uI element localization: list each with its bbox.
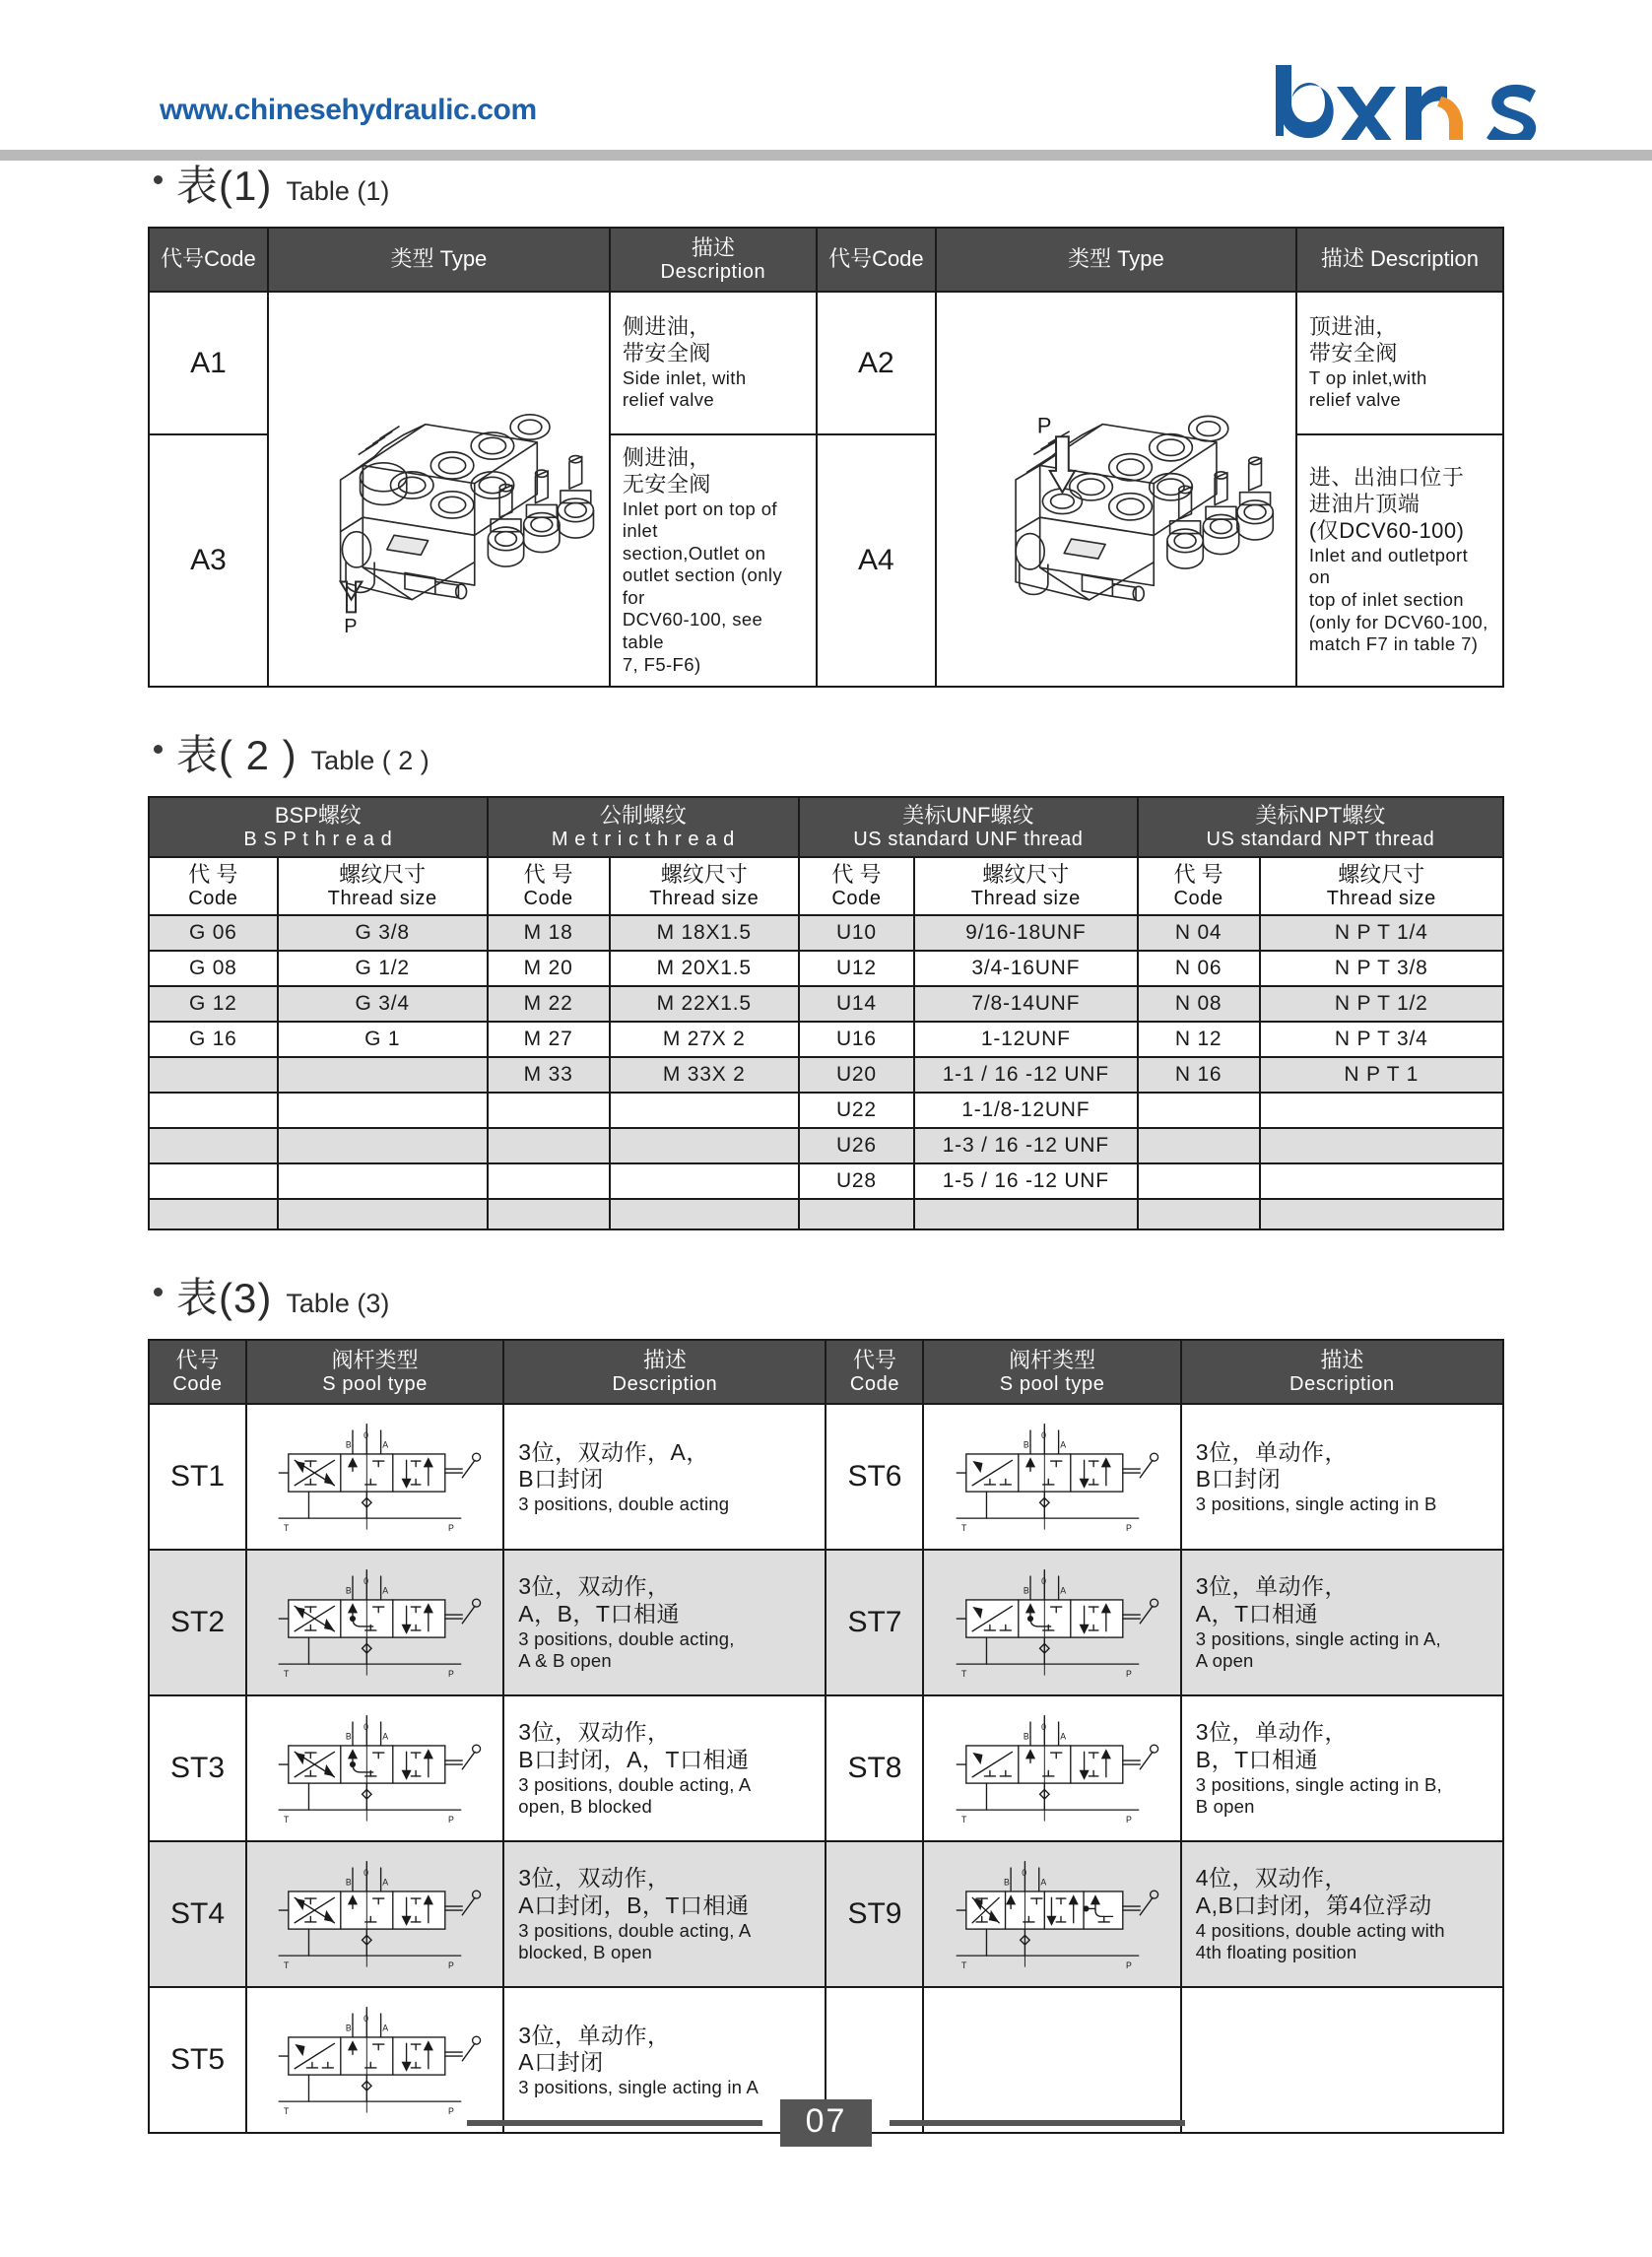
t2-cell: U14 bbox=[799, 986, 914, 1022]
t1-th-type-right: 类型 Type bbox=[936, 228, 1296, 292]
t2-cell bbox=[1138, 1093, 1260, 1128]
desc-en-line: 3 positions, double acting, A bbox=[518, 1773, 752, 1795]
symbol-label-b: B bbox=[1023, 1439, 1029, 1450]
symbol-label-p: P bbox=[448, 1669, 455, 1680]
t3-desc-right bbox=[1181, 1404, 1503, 1550]
t2-cell bbox=[278, 1057, 488, 1093]
t2-cell: 1-12UNF bbox=[914, 1022, 1138, 1057]
symbol-label-a: A bbox=[1060, 1439, 1066, 1450]
t3-code-st9: ST9 bbox=[826, 1841, 923, 1987]
section-title-en: Table (3) bbox=[286, 1289, 390, 1319]
desc-cn-line: 3位，单动作， bbox=[1195, 1719, 1349, 1746]
t1-desc-a3: 侧进油， 无安全阀 Inlet port on top of inlet section,Outlet on outlet section (only for DCV60-100, see table 7, F5-F6) bbox=[610, 434, 817, 687]
desc-cn-line: 3位，单动作， bbox=[1195, 1573, 1349, 1600]
desc-cn-line: A，T口相通 bbox=[1195, 1601, 1319, 1627]
t3-code-st7: ST7 bbox=[826, 1550, 923, 1695]
symbol-label-a: A bbox=[382, 1731, 389, 1742]
desc-cn-line: B口封闭 bbox=[518, 1466, 604, 1493]
t2-cell bbox=[149, 1093, 278, 1128]
t2-cell bbox=[149, 1199, 278, 1229]
t2-cell bbox=[488, 1199, 610, 1229]
table-row bbox=[149, 292, 1503, 434]
t2-cell: N P T 1/2 bbox=[1260, 986, 1504, 1022]
symbol-label-a: A bbox=[382, 1877, 389, 1888]
table-row bbox=[149, 1022, 1503, 1057]
table-1 bbox=[148, 227, 1504, 688]
t1-th-desc-right: 描述 Description bbox=[1296, 228, 1503, 292]
desc-en-line: 3 positions, double acting bbox=[518, 1493, 730, 1514]
symbol-label-a: A bbox=[382, 2023, 389, 2033]
section-title-cn: 表(1) bbox=[176, 163, 273, 209]
desc-en-line: open, B blocked bbox=[518, 1795, 652, 1817]
t2-cell: G 06 bbox=[149, 915, 278, 951]
t2-cell: 1-1/8-12UNF bbox=[914, 1093, 1138, 1128]
bullet-icon bbox=[154, 175, 163, 184]
desc-cn-line: 3位，双动作，A， bbox=[518, 1438, 709, 1465]
t3-spool-symbol-left bbox=[246, 1404, 503, 1550]
t1-desc-a1: 侧进油， 带安全阀 Side inlet, with relief valve bbox=[610, 292, 817, 434]
t3-desc-left bbox=[503, 1695, 826, 1841]
t2-sub-unf-size: 螺纹尺寸 Thread size bbox=[914, 857, 1138, 915]
spool-symbol-st8 bbox=[935, 1705, 1170, 1831]
t2-cell: G 12 bbox=[149, 986, 278, 1022]
t1-desc-a4: 进、出油口位于 进油片顶端 (仅DCV60-100) Inlet and outletport on top of inlet section (only for DCV60-100, match F7 in table 7) bbox=[1296, 434, 1503, 687]
t2-cell: G 16 bbox=[149, 1022, 278, 1057]
symbol-label-t: T bbox=[960, 1523, 967, 1534]
t2-cell: U10 bbox=[799, 915, 914, 951]
t2-cell: N 06 bbox=[1138, 951, 1260, 986]
t3-spool-symbol-right bbox=[923, 1404, 1180, 1550]
symbol-label-p: P bbox=[448, 2106, 455, 2117]
desc-en-line: 3 positions, single acting in A, bbox=[1195, 1627, 1441, 1649]
desc-en-line: blocked, B open bbox=[518, 1941, 652, 1962]
bxrs-logo bbox=[1268, 61, 1544, 140]
t2-cell: M 22 bbox=[488, 986, 610, 1022]
page-number: 07 bbox=[780, 2099, 873, 2147]
table-row bbox=[149, 986, 1503, 1022]
symbol-label-zero: 0 bbox=[363, 1722, 369, 1733]
t2-cell: M 22X1.5 bbox=[610, 986, 800, 1022]
t3-desc-right bbox=[1181, 1841, 1503, 1987]
desc-cn-line: A口封闭 bbox=[518, 2049, 604, 2076]
t2-cell bbox=[488, 1093, 610, 1128]
t3-code-st4: ST4 bbox=[149, 1841, 246, 1987]
t2-cell: U20 bbox=[799, 1057, 914, 1093]
t2-cell bbox=[799, 1199, 914, 1229]
t2-cell: 1-5 / 16 -12 UNF bbox=[914, 1163, 1138, 1199]
t3-th-desc-left: 描述 Description bbox=[503, 1340, 826, 1404]
desc-cn-line: B口封闭，A，T口相通 bbox=[518, 1747, 750, 1773]
valve-top-inlet-drawing bbox=[937, 347, 1295, 632]
t2-cell: N P T 1 bbox=[1260, 1057, 1504, 1093]
t2-cell: G 08 bbox=[149, 951, 278, 986]
desc-cn-line: 4位，双动作， bbox=[1195, 1865, 1349, 1892]
t3-desc-right bbox=[1181, 1550, 1503, 1695]
symbol-label-b: B bbox=[346, 1585, 353, 1596]
t2-cell: M 18X1.5 bbox=[610, 915, 800, 951]
symbol-label-zero: 0 bbox=[363, 2014, 369, 2025]
table-row bbox=[149, 1550, 1503, 1695]
desc-cn-line: A口封闭，B，T口相通 bbox=[518, 1892, 750, 1919]
symbol-label-b: B bbox=[1023, 1731, 1029, 1742]
t1-th-code-right: 代号Code bbox=[817, 228, 936, 292]
t3-desc-left bbox=[503, 1841, 826, 1987]
symbol-label-p: P bbox=[1125, 1815, 1132, 1826]
table-row bbox=[149, 1404, 1503, 1550]
t2-cell: U16 bbox=[799, 1022, 914, 1057]
symbol-label-a: A bbox=[382, 1439, 389, 1450]
section-title-en: Table (1) bbox=[286, 176, 390, 206]
t2-cell bbox=[278, 1199, 488, 1229]
t2-cell bbox=[610, 1163, 800, 1199]
desc-en-line: B open bbox=[1195, 1795, 1255, 1817]
t2-cell bbox=[1260, 1199, 1504, 1229]
t2-cell: 7/8-14UNF bbox=[914, 986, 1138, 1022]
port-label-p: P bbox=[344, 615, 358, 632]
t3-th-desc-right: 描述 Description bbox=[1181, 1340, 1503, 1404]
t2-cell bbox=[278, 1163, 488, 1199]
t2-cell: 9/16-18UNF bbox=[914, 915, 1138, 951]
t2-cell: M 33 bbox=[488, 1057, 610, 1093]
t2-sub-bsp-size: 螺纹尺寸 Thread size bbox=[278, 857, 488, 915]
t2-cell bbox=[914, 1199, 1138, 1229]
inlet-arrow-icon bbox=[341, 581, 363, 612]
t2-sub-unf-code: 代 号 Code bbox=[799, 857, 914, 915]
t1-desc-a2: 顶进油， 带安全阀 T op inlet,with relief valve bbox=[1296, 292, 1503, 434]
symbol-label-zero: 0 bbox=[1040, 1430, 1046, 1441]
symbol-label-a: A bbox=[1060, 1731, 1066, 1742]
table-row bbox=[149, 915, 1503, 951]
symbol-label-t: T bbox=[284, 1815, 290, 1826]
t2-cell: N 04 bbox=[1138, 915, 1260, 951]
table-row bbox=[149, 1057, 1503, 1093]
t1-code-a4: A4 bbox=[817, 434, 936, 687]
symbol-label-a: A bbox=[1060, 1585, 1066, 1596]
t2-cell: G 1 bbox=[278, 1022, 488, 1057]
t2-cell bbox=[1138, 1128, 1260, 1163]
symbol-label-p: P bbox=[448, 1815, 455, 1826]
t2-cell bbox=[1260, 1128, 1504, 1163]
t2-cell: M 33X 2 bbox=[610, 1057, 800, 1093]
t3-th-code-left: 代号 Code bbox=[149, 1340, 246, 1404]
t3-th-code-right: 代号 Code bbox=[826, 1340, 923, 1404]
t2-cell: 1-1 / 16 -12 UNF bbox=[914, 1057, 1138, 1093]
symbol-label-t: T bbox=[284, 1669, 290, 1680]
t2-group-npt: 美标NPT螺纹 US standard NPT thread bbox=[1138, 797, 1503, 857]
bullet-icon bbox=[154, 1288, 163, 1296]
t2-sub-bsp-code: 代 号 Code bbox=[149, 857, 278, 915]
symbol-label-p: P bbox=[1125, 1523, 1132, 1534]
desc-cn-line: B口封闭 bbox=[1195, 1466, 1282, 1493]
t3-spool-symbol-right bbox=[923, 1550, 1180, 1695]
table-2-group-header-row bbox=[149, 797, 1503, 857]
t3-spool-symbol-left bbox=[246, 1695, 503, 1841]
t3-code-st5: ST5 bbox=[149, 1987, 246, 2133]
desc-en-line: 3 positions, single acting in A bbox=[518, 2076, 760, 2097]
t1-th-desc-left: 描述 Description bbox=[610, 228, 817, 292]
t2-cell: M 20X1.5 bbox=[610, 951, 800, 986]
t2-cell bbox=[149, 1163, 278, 1199]
t2-cell bbox=[1138, 1199, 1260, 1229]
t2-cell bbox=[278, 1093, 488, 1128]
t2-cell bbox=[610, 1128, 800, 1163]
desc-cn-line: 3位，单动作， bbox=[1195, 1438, 1349, 1465]
table-2-subheader-row bbox=[149, 857, 1503, 915]
t2-cell: N P T 1/4 bbox=[1260, 915, 1504, 951]
t2-cell: G 1/2 bbox=[278, 951, 488, 986]
table-2 bbox=[148, 796, 1504, 1230]
t1-th-type-left: 类型 Type bbox=[268, 228, 610, 292]
site-url[interactable]: www.chinesehydraulic.com bbox=[160, 94, 537, 126]
desc-en-line: 3 positions, single acting in B bbox=[1195, 1493, 1437, 1514]
table-row bbox=[149, 1199, 1503, 1229]
t2-cell: N 16 bbox=[1138, 1057, 1260, 1093]
symbol-label-b: B bbox=[346, 1731, 353, 1742]
desc-en-line: 3 positions, single acting in B, bbox=[1195, 1773, 1442, 1795]
t3-spool-symbol-left bbox=[246, 1550, 503, 1695]
t2-cell bbox=[1260, 1093, 1504, 1128]
desc-cn-line: A,B口封闭，第4位浮动 bbox=[1195, 1892, 1432, 1919]
t2-group-unf: 美标UNF螺纹 US standard UNF thread bbox=[799, 797, 1138, 857]
symbol-label-zero: 0 bbox=[1022, 1868, 1026, 1879]
desc-cn-line: 3位，双动作， bbox=[518, 1719, 671, 1746]
page-header bbox=[148, 0, 1504, 126]
desc-en-line: 4 positions, double acting with bbox=[1195, 1919, 1445, 1941]
t1-th-code-left: 代号Code bbox=[149, 228, 268, 292]
desc-en-line: 4th floating position bbox=[1195, 1941, 1357, 1962]
symbol-label-b: B bbox=[1003, 1877, 1010, 1888]
section-title-table3 bbox=[148, 1266, 1504, 1325]
desc-cn-line: 3位，双动作， bbox=[518, 1865, 671, 1892]
section-title-table1 bbox=[148, 154, 1504, 213]
t2-cell bbox=[1138, 1163, 1260, 1199]
t2-cell: M 18 bbox=[488, 915, 610, 951]
t2-sub-metric-code: 代 号 Code bbox=[488, 857, 610, 915]
t3-code-st1: ST1 bbox=[149, 1404, 246, 1550]
t1-code-a2: A2 bbox=[817, 292, 936, 434]
t2-cell: M 27X 2 bbox=[610, 1022, 800, 1057]
symbol-label-a: A bbox=[1040, 1877, 1047, 1888]
header-divider bbox=[0, 150, 1652, 161]
section-title-cn: 表( 2 ) bbox=[176, 732, 297, 779]
t2-cell bbox=[149, 1057, 278, 1093]
t3-spool-symbol-right bbox=[923, 1695, 1180, 1841]
t1-valve-image-right bbox=[936, 292, 1296, 687]
desc-cn-line: 3位，双动作， bbox=[518, 1573, 671, 1600]
desc-en-line: A open bbox=[1195, 1649, 1254, 1671]
t2-cell: N P T 3/8 bbox=[1260, 951, 1504, 986]
t2-cell: N P T 3/4 bbox=[1260, 1022, 1504, 1057]
t2-cell bbox=[610, 1093, 800, 1128]
table-row bbox=[149, 1695, 1503, 1841]
spool-symbol-st9 bbox=[935, 1851, 1170, 1977]
table-row bbox=[149, 1128, 1503, 1163]
t2-sub-npt-size: 螺纹尺寸 Thread size bbox=[1260, 857, 1504, 915]
spool-symbol-st7 bbox=[935, 1560, 1170, 1686]
spool-symbol-st3 bbox=[257, 1705, 493, 1831]
t2-cell: M 27 bbox=[488, 1022, 610, 1057]
t3-th-spool-right: 阀杆类型 S pool type bbox=[923, 1340, 1180, 1404]
symbol-label-t: T bbox=[960, 1960, 967, 1971]
t2-cell bbox=[610, 1199, 800, 1229]
t2-cell bbox=[488, 1128, 610, 1163]
t3-code-st8: ST8 bbox=[826, 1695, 923, 1841]
t1-code-a1: A1 bbox=[149, 292, 268, 434]
t3-spool-symbol-left bbox=[246, 1841, 503, 1987]
t1-valve-image-left bbox=[268, 292, 610, 687]
spool-symbol-st1 bbox=[257, 1414, 493, 1540]
t3-code-st3: ST3 bbox=[149, 1695, 246, 1841]
symbol-label-b: B bbox=[1023, 1585, 1029, 1596]
t2-sub-npt-code: 代 号 Code bbox=[1138, 857, 1260, 915]
symbol-label-zero: 0 bbox=[363, 1430, 369, 1441]
section-title-en: Table ( 2 ) bbox=[310, 746, 430, 776]
symbol-label-b: B bbox=[346, 1877, 353, 1888]
t2-cell: G 3/4 bbox=[278, 986, 488, 1022]
desc-cn-line: 3位，单动作， bbox=[518, 2022, 671, 2048]
symbol-label-p: P bbox=[1125, 1669, 1132, 1680]
symbol-label-p: P bbox=[448, 1523, 455, 1534]
symbol-label-t: T bbox=[284, 1523, 290, 1534]
page-footer bbox=[0, 2099, 1652, 2147]
t3-th-spool-left: 阀杆类型 S pool type bbox=[246, 1340, 503, 1404]
symbol-label-p: P bbox=[1125, 1960, 1132, 1971]
t3-desc-left bbox=[503, 1404, 826, 1550]
symbol-label-t: T bbox=[960, 1815, 967, 1826]
table-row bbox=[149, 1163, 1503, 1199]
desc-en-line: A & B open bbox=[518, 1649, 612, 1671]
symbol-label-b: B bbox=[346, 1439, 353, 1450]
symbol-label-b: B bbox=[346, 2023, 353, 2033]
table-row bbox=[149, 1093, 1503, 1128]
symbol-label-t: T bbox=[284, 2106, 290, 2117]
table-3-header-row bbox=[149, 1340, 1503, 1404]
table-1-header-row bbox=[149, 228, 1503, 292]
t1-code-a3: A3 bbox=[149, 434, 268, 687]
t2-cell: U22 bbox=[799, 1093, 914, 1128]
t3-code-st6: ST6 bbox=[826, 1404, 923, 1550]
t3-desc-left bbox=[503, 1550, 826, 1695]
desc-en-line: 3 positions, double acting, bbox=[518, 1627, 735, 1649]
t3-code-st2: ST2 bbox=[149, 1550, 246, 1695]
table-row bbox=[149, 1841, 1503, 1987]
section-title-cn: 表(3) bbox=[176, 1275, 273, 1322]
t2-cell: U12 bbox=[799, 951, 914, 986]
spool-symbol-st4 bbox=[257, 1851, 493, 1977]
valve-side-inlet-drawing bbox=[269, 347, 609, 632]
spool-symbol-st6 bbox=[935, 1414, 1170, 1540]
symbol-label-zero: 0 bbox=[363, 1868, 369, 1879]
port-label-p-top: P bbox=[1036, 413, 1052, 438]
footer-line-right bbox=[890, 2120, 1185, 2126]
bullet-icon bbox=[154, 745, 163, 754]
desc-cn-line: A，B，T口相通 bbox=[518, 1601, 680, 1627]
t2-sub-metric-size: 螺纹尺寸 Thread size bbox=[610, 857, 800, 915]
table-row bbox=[149, 951, 1503, 986]
symbol-label-p: P bbox=[448, 1960, 455, 1971]
t2-group-metric: 公制螺纹 M e t r i c t h r e a d bbox=[488, 797, 799, 857]
t2-group-bsp: BSP螺纹 B S P t h r e a d bbox=[149, 797, 488, 857]
t2-cell bbox=[488, 1163, 610, 1199]
t2-cell bbox=[1260, 1163, 1504, 1199]
symbol-label-a: A bbox=[382, 1585, 389, 1596]
t2-cell: 1-3 / 16 -12 UNF bbox=[914, 1128, 1138, 1163]
t2-cell: N 12 bbox=[1138, 1022, 1260, 1057]
section-title-table2 bbox=[148, 723, 1504, 782]
t3-desc-right bbox=[1181, 1695, 1503, 1841]
symbol-label-zero: 0 bbox=[1040, 1722, 1046, 1733]
t2-cell bbox=[278, 1128, 488, 1163]
t2-cell bbox=[149, 1128, 278, 1163]
symbol-label-zero: 0 bbox=[1040, 1576, 1046, 1587]
t2-cell: 3/4-16UNF bbox=[914, 951, 1138, 986]
spool-symbol-st2 bbox=[257, 1560, 493, 1686]
t2-cell: N 08 bbox=[1138, 986, 1260, 1022]
desc-cn-line: B，T口相通 bbox=[1195, 1747, 1319, 1773]
t2-cell: U28 bbox=[799, 1163, 914, 1199]
footer-line-left bbox=[467, 2120, 762, 2126]
t2-cell: M 20 bbox=[488, 951, 610, 986]
table-3 bbox=[148, 1339, 1504, 2134]
t2-cell: U26 bbox=[799, 1128, 914, 1163]
symbol-label-t: T bbox=[960, 1669, 967, 1680]
desc-en-line: 3 positions, double acting, A bbox=[518, 1919, 752, 1941]
symbol-label-t: T bbox=[284, 1960, 290, 1971]
symbol-label-zero: 0 bbox=[363, 1576, 369, 1587]
t3-spool-symbol-right bbox=[923, 1841, 1180, 1987]
t2-cell: G 3/8 bbox=[278, 915, 488, 951]
